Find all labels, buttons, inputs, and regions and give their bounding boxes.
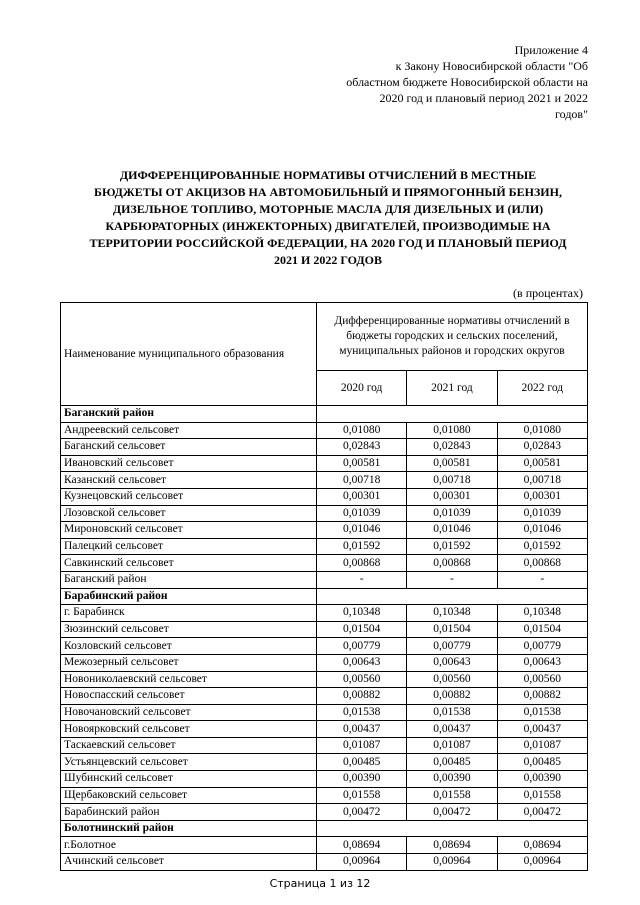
title-line: ТЕРРИТОРИИ РОССИЙСКОЙ ФЕДЕРАЦИИ, НА 2020 ГОД И ПЛАНОВЫЙ ПЕРИОД xyxy=(89,236,567,250)
norm-value-2020: 0,00882 xyxy=(316,688,406,705)
norm-value-2021: 0,00485 xyxy=(407,754,497,771)
table-row xyxy=(61,538,588,555)
title-line: ДИЗЕЛЬНОЕ ТОПЛИВО, МОТОРНЫЕ МАСЛА ДЛЯ ДИЗЕЛЬНЫХ И (ИЛИ) xyxy=(112,202,544,216)
district-header-row xyxy=(61,406,588,423)
district-header-row xyxy=(61,820,588,837)
table-row xyxy=(61,472,588,489)
norm-value-2020: 0,00390 xyxy=(316,771,406,788)
municipality-name: Зюзинский сельсовет xyxy=(61,621,317,638)
norm-value-2022: 0,01558 xyxy=(497,787,587,804)
table-row xyxy=(61,571,588,588)
norm-value-2022: 0,00472 xyxy=(497,804,587,821)
appendix-line: Приложение 4 xyxy=(514,43,588,57)
municipality-name: Щербаковский сельсовет xyxy=(61,787,317,804)
norm-value-2021: 0,00560 xyxy=(407,671,497,688)
norm-value-2022: 0,01504 xyxy=(497,621,587,638)
header-norms: Дифференцированные нормативы отчислений в бюджеты городских и сельских поселений, муниципальных районов и городских округов xyxy=(316,303,587,371)
municipality-name: Андреевский сельсовет xyxy=(61,422,317,439)
norm-value-2020: 0,08694 xyxy=(316,837,406,854)
appendix-note xyxy=(268,42,588,122)
norm-value-2022: - xyxy=(497,571,587,588)
municipality-name: Лозовской сельсовет xyxy=(61,505,317,522)
norm-value-2022: 0,08694 xyxy=(497,837,587,854)
municipality-name: Таскаевский сельсовет xyxy=(61,737,317,754)
norm-value-2021: 0,00581 xyxy=(407,455,497,472)
norm-value-2022: 0,00301 xyxy=(497,488,587,505)
norm-value-2021: 0,01080 xyxy=(407,422,497,439)
header-year-2022: 2022 год xyxy=(497,370,587,405)
norm-value-2022: 0,01592 xyxy=(497,538,587,555)
header-year-2021: 2021 год xyxy=(407,370,497,405)
municipality-name: Новониколаевский сельсовет xyxy=(61,671,317,688)
table-row xyxy=(61,439,588,456)
norm-value-2021: 0,00472 xyxy=(407,804,497,821)
municipality-name: Кузнецовский сельсовет xyxy=(61,488,317,505)
municipality-name: г.Болотное xyxy=(61,837,317,854)
municipality-name: Мироновский сельсовет xyxy=(61,522,317,539)
table-row xyxy=(61,804,588,821)
norm-value-2021: 0,01504 xyxy=(407,621,497,638)
norm-value-2022: 0,00718 xyxy=(497,472,587,489)
table-row xyxy=(61,488,588,505)
table-row xyxy=(61,854,588,871)
norm-value-2022: 0,01046 xyxy=(497,522,587,539)
units-note: (в процентах) xyxy=(513,286,583,300)
norm-value-2022: 0,02843 xyxy=(497,439,587,456)
municipality-name: Козловский сельсовет xyxy=(61,638,317,655)
norm-value-2020: 0,00560 xyxy=(316,671,406,688)
table-row xyxy=(61,721,588,738)
norm-value-2021: 0,00301 xyxy=(407,488,497,505)
norm-value-2022: 0,01538 xyxy=(497,704,587,721)
title-line: БЮДЖЕТЫ ОТ АКЦИЗОВ НА АВТОМОБИЛЬНЫЙ И ПРЯМОГОННЫЙ БЕНЗИН, xyxy=(94,185,562,199)
municipality-name: Савкинский сельсовет xyxy=(61,555,317,572)
norm-value-2020: 0,00643 xyxy=(316,654,406,671)
table-row xyxy=(61,654,588,671)
norm-value-2021: 0,10348 xyxy=(407,605,497,622)
title-line: КАРБЮРАТОРНЫХ (ИНЖЕКТОРНЫХ) ДВИГАТЕЛЕЙ, ПРОИЗВОДИМЫЕ НА xyxy=(105,219,551,233)
table-row xyxy=(61,422,588,439)
norm-value-2022: 0,00581 xyxy=(497,455,587,472)
norm-value-2020: 0,00581 xyxy=(316,455,406,472)
municipality-name: Межозерный сельсовет xyxy=(61,654,317,671)
municipality-name: Новочановский сельсовет xyxy=(61,704,317,721)
norm-value-2020: 0,02843 xyxy=(316,439,406,456)
table-row xyxy=(61,555,588,572)
norm-value-2022: 0,00560 xyxy=(497,671,587,688)
norm-value-2022: 0,01087 xyxy=(497,737,587,754)
appendix-line: 2020 год и плановый период 2021 и 2022 xyxy=(379,91,588,105)
norm-value-2022: 0,00868 xyxy=(497,555,587,572)
municipality-name: Новоспасский сельсовет xyxy=(61,688,317,705)
norm-value-2021: 0,00868 xyxy=(407,555,497,572)
norm-value-2020: 0,01080 xyxy=(316,422,406,439)
norm-value-2021: - xyxy=(407,571,497,588)
norm-value-2022: 0,00779 xyxy=(497,638,587,655)
page-footer: Страница 1 из 12 xyxy=(269,877,371,890)
norm-value-2021: 0,01592 xyxy=(407,538,497,555)
municipality-name: г. Барабинск xyxy=(61,605,317,622)
norm-value-2020: 0,00301 xyxy=(316,488,406,505)
header-municipality: Наименование муниципального образования xyxy=(61,303,317,406)
norm-value-2021: 0,00437 xyxy=(407,721,497,738)
table-row xyxy=(61,787,588,804)
municipality-name: Палецкий сельсовет xyxy=(61,538,317,555)
norm-value-2020: 0,01504 xyxy=(316,621,406,638)
table-row xyxy=(61,605,588,622)
table-row xyxy=(61,621,588,638)
table-row xyxy=(61,688,588,705)
table-row xyxy=(61,771,588,788)
norm-value-2022: 0,00437 xyxy=(497,721,587,738)
table-row xyxy=(61,737,588,754)
norm-value-2022: 0,01080 xyxy=(497,422,587,439)
norm-value-2020: 0,10348 xyxy=(316,605,406,622)
norm-value-2020: 0,01538 xyxy=(316,704,406,721)
norm-value-2021: 0,00718 xyxy=(407,472,497,489)
norm-value-2020: 0,01039 xyxy=(316,505,406,522)
norm-value-2022: 0,00964 xyxy=(497,854,587,871)
norm-value-2020: 0,00437 xyxy=(316,721,406,738)
table-row xyxy=(61,638,588,655)
district-empty-cell xyxy=(316,820,587,837)
table-row xyxy=(61,522,588,539)
table-row xyxy=(61,455,588,472)
appendix-line: областном бюджете Новосибирской области на xyxy=(346,75,588,89)
appendix-line: к Закону Новосибирской области "Об xyxy=(395,59,588,73)
norm-value-2020: 0,00718 xyxy=(316,472,406,489)
norm-value-2020: 0,00964 xyxy=(316,854,406,871)
table-row xyxy=(61,837,588,854)
norm-value-2021: 0,01039 xyxy=(407,505,497,522)
municipality-name: Барабинский район xyxy=(61,804,317,821)
norm-value-2021: 0,01087 xyxy=(407,737,497,754)
norm-value-2020: - xyxy=(316,571,406,588)
norm-value-2020: 0,00472 xyxy=(316,804,406,821)
norm-value-2022: 0,01039 xyxy=(497,505,587,522)
table-row xyxy=(61,754,588,771)
appendix-line: годов" xyxy=(555,107,588,121)
municipality-name: Новоярковский сельсовет xyxy=(61,721,317,738)
norm-value-2021: 0,00643 xyxy=(407,654,497,671)
norm-value-2022: 0,00882 xyxy=(497,688,587,705)
norm-value-2021: 0,01538 xyxy=(407,704,497,721)
table-row xyxy=(61,505,588,522)
norm-value-2020: 0,00779 xyxy=(316,638,406,655)
norm-value-2021: 0,01558 xyxy=(407,787,497,804)
norm-value-2021: 0,00390 xyxy=(407,771,497,788)
district-name: Баганский район xyxy=(61,406,317,423)
norm-value-2021: 0,00882 xyxy=(407,688,497,705)
norm-value-2021: 0,08694 xyxy=(407,837,497,854)
header-year-2020: 2020 год xyxy=(316,370,406,405)
norm-value-2020: 0,00485 xyxy=(316,754,406,771)
municipality-name: Баганский район xyxy=(61,571,317,588)
municipality-name: Ивановский сельсовет xyxy=(61,455,317,472)
norm-value-2021: 0,00779 xyxy=(407,638,497,655)
norm-value-2021: 0,02843 xyxy=(407,439,497,456)
title-line: 2021 И 2022 ГОДОВ xyxy=(274,253,382,267)
norms-table xyxy=(60,302,588,871)
district-name: Барабинский район xyxy=(61,588,317,605)
norm-value-2020: 0,01592 xyxy=(316,538,406,555)
norm-value-2020: 0,01558 xyxy=(316,787,406,804)
table-body xyxy=(61,406,588,871)
municipality-name: Шубинский сельсовет xyxy=(61,771,317,788)
norm-value-2021: 0,00964 xyxy=(407,854,497,871)
norm-value-2022: 0,10348 xyxy=(497,605,587,622)
title-line: ДИФФЕРЕНЦИРОВАННЫЕ НОРМАТИВЫ ОТЧИСЛЕНИЙ В МЕСТНЫЕ xyxy=(119,168,537,182)
norm-value-2022: 0,00485 xyxy=(497,754,587,771)
norm-value-2022: 0,00643 xyxy=(497,654,587,671)
municipality-name: Устьянцевский сельсовет xyxy=(61,754,317,771)
table-row xyxy=(61,704,588,721)
municipality-name: Казанский сельсовет xyxy=(61,472,317,489)
municipality-name: Баганский сельсовет xyxy=(61,439,317,456)
district-name: Болотнинский район xyxy=(61,820,317,837)
district-empty-cell xyxy=(316,406,587,423)
norm-value-2020: 0,01046 xyxy=(316,522,406,539)
norm-value-2020: 0,00868 xyxy=(316,555,406,572)
district-empty-cell xyxy=(316,588,587,605)
municipality-name: Ачинский сельсовет xyxy=(61,854,317,871)
table-row xyxy=(61,671,588,688)
document-title xyxy=(58,167,598,269)
norm-value-2022: 0,00390 xyxy=(497,771,587,788)
norm-value-2020: 0,01087 xyxy=(316,737,406,754)
district-header-row xyxy=(61,588,588,605)
norm-value-2021: 0,01046 xyxy=(407,522,497,539)
